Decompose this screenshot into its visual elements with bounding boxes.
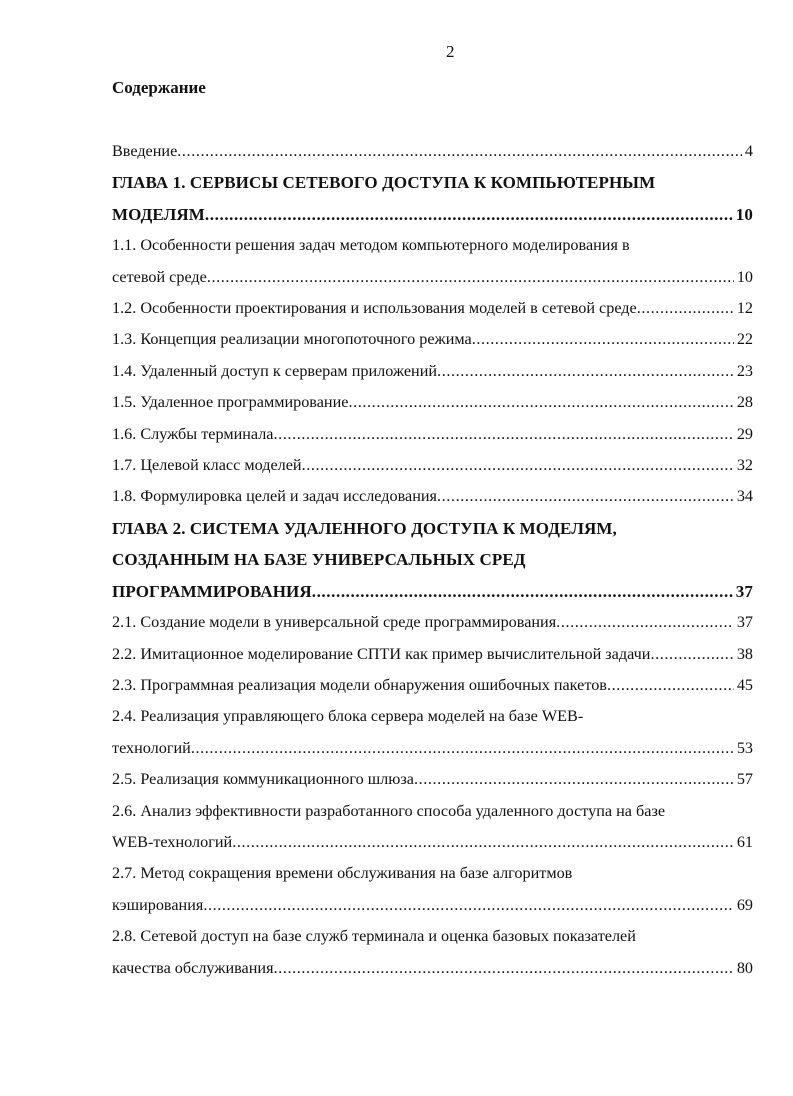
entry-page: 12 (736, 299, 753, 318)
entry-title: 1.4. Удаленный доступ к серверам приложений (112, 361, 438, 380)
entry-page: 10 (735, 204, 753, 224)
entry-title: СОЗДАННЫМ НА БАЗЕ УНИВЕРСАЛЬНЫХ СРЕД (112, 550, 526, 570)
toc-line (112, 607, 753, 638)
leader-dots (232, 827, 734, 858)
entry-title: 2.7. Метод сокращения времени обслуживания на базе алгоритмов (112, 864, 573, 883)
entry-page: 22 (736, 330, 753, 349)
toc-entry[interactable] (112, 481, 753, 512)
toc-line (112, 701, 753, 732)
toc-line (112, 921, 753, 952)
toc-entry[interactable] (112, 607, 753, 638)
toc-line (112, 953, 753, 984)
leader-dots (177, 136, 742, 167)
entry-title: технологий (112, 738, 191, 757)
entry-page: 38 (736, 644, 753, 663)
entry-title: кэширования (112, 895, 204, 914)
toc-line (112, 670, 753, 701)
entry-title: 1.6. Службы терминала (112, 424, 274, 443)
entry-page: 80 (736, 958, 753, 977)
toc-line (112, 387, 753, 418)
toc-entry[interactable] (112, 450, 753, 481)
toc-line (112, 733, 753, 764)
leader-dots (207, 262, 734, 293)
toc-line (112, 858, 753, 889)
toc-entry[interactable] (112, 356, 753, 387)
toc-line (112, 450, 753, 481)
entry-page: 45 (736, 675, 753, 694)
toc-line (112, 576, 753, 607)
entry-page: 57 (736, 770, 753, 789)
toc-line (112, 356, 753, 387)
toc-line (112, 481, 753, 512)
toc-entry[interactable] (112, 293, 753, 324)
entry-page: 53 (736, 738, 753, 757)
entry-title: 2.6. Анализ эффективности разработанного способа удаленного доступа на базе (112, 801, 666, 820)
toc-line (112, 764, 753, 795)
entry-page: 4 (744, 142, 753, 160)
entry-title: 1.2. Особенности проектирования и использования моделей в сетевой среде (112, 299, 637, 318)
leader-dots (437, 356, 734, 387)
entry-page: 34 (736, 487, 753, 506)
entry-page: 32 (736, 456, 753, 475)
toc-line (112, 262, 753, 293)
toc-entry[interactable] (112, 858, 753, 921)
toc-entry[interactable] (112, 387, 753, 418)
leader-dots (414, 764, 734, 795)
entry-page: 10 (736, 267, 753, 286)
toc-line (112, 230, 753, 261)
toc-line (112, 544, 753, 575)
entry-page: 28 (736, 393, 753, 412)
entry-title: 1.8. Формулировка целей и задач исследования (112, 487, 437, 506)
leader-dots (205, 199, 733, 230)
entry-page: 69 (736, 895, 753, 914)
leader-dots (556, 607, 734, 638)
leader-dots (203, 890, 734, 921)
leader-dots (650, 639, 733, 670)
toc-line (112, 167, 753, 198)
entry-page: 23 (736, 361, 753, 380)
entry-title: WEB-технологий (112, 832, 233, 851)
leader-dots (607, 670, 734, 701)
toc-entry[interactable] (112, 921, 753, 984)
toc-line (112, 419, 753, 450)
entry-page: 29 (736, 424, 753, 443)
toc-entry[interactable] (112, 639, 753, 670)
leader-dots (312, 576, 733, 607)
entry-title: 2.1. Создание модели в универсальной среде программирования (112, 613, 557, 632)
leader-dots (348, 387, 733, 418)
toc-entry[interactable] (112, 796, 753, 859)
entry-title: качества обслуживания (112, 958, 274, 977)
toc-line (112, 324, 753, 355)
leader-dots (191, 733, 734, 764)
entry-title: 2.2. Имитационное моделирование СПТИ как пример вычислительной задачи (112, 644, 651, 663)
toc-line (112, 513, 753, 544)
entry-title: ПРОГРАММИРОВАНИЯ (112, 581, 312, 601)
entry-title: ГЛАВА 2. СИСТЕМА УДАЛЕННОГО ДОСТУПА К МОДЕЛЯМ, (112, 518, 617, 538)
toc-entry[interactable] (112, 670, 753, 701)
toc-entry[interactable] (112, 764, 753, 795)
toc-title: Содержание (112, 78, 206, 97)
toc-line (112, 199, 753, 230)
entry-title: 2.4. Реализация управляющего блока сервера моделей на базе WEB- (112, 707, 584, 726)
toc-line (112, 293, 753, 324)
table-of-contents (112, 136, 753, 984)
toc-line (112, 827, 753, 858)
entry-title: 1.3. Концепция реализации многопоточного режима (112, 330, 472, 349)
toc-line (112, 136, 753, 167)
entry-title: 1.5. Удаленное программирование (112, 393, 349, 412)
leader-dots (637, 293, 734, 324)
toc-entry[interactable] (112, 230, 753, 293)
toc-entry[interactable] (112, 419, 753, 450)
entry-title: МОДЕЛЯМ (112, 204, 205, 224)
page-number: 2 (446, 42, 455, 61)
entry-title: 2.5. Реализация коммуникационного шлюза (112, 770, 414, 789)
toc-line (112, 890, 753, 921)
toc-entry[interactable] (112, 701, 753, 764)
leader-dots (302, 450, 734, 481)
leader-dots (273, 419, 733, 450)
toc-entry[interactable] (112, 324, 753, 355)
entry-title: 1.1. Особенности решения задач методом компьютерного моделирования в (112, 236, 630, 255)
entry-title: сетевой среде (112, 267, 207, 286)
toc-chapter[interactable] (112, 167, 753, 230)
leader-dots (274, 953, 734, 984)
leader-dots (472, 324, 734, 355)
entry-title: Введение (112, 142, 178, 160)
entry-title: 1.7. Целевой класс моделей (112, 456, 302, 475)
entry-page: 37 (736, 613, 753, 632)
toc-chapter[interactable] (112, 513, 753, 607)
toc-line (112, 639, 753, 670)
entry-title: ГЛАВА 1. СЕРВИСЫ СЕТЕВОГО ДОСТУПА К КОМПЬЮТЕРНЫМ (112, 173, 656, 193)
entry-page: 37 (735, 581, 753, 601)
entry-page: 61 (736, 832, 753, 851)
toc-line (112, 796, 753, 827)
toc-entry[interactable] (112, 136, 753, 167)
entry-title: 2.3. Программная реализация модели обнаружения ошибочных пакетов (112, 675, 607, 694)
entry-title: 2.8. Сетевой доступ на базе служб терминала и оценка базовых показателей (112, 927, 636, 946)
leader-dots (437, 481, 734, 512)
